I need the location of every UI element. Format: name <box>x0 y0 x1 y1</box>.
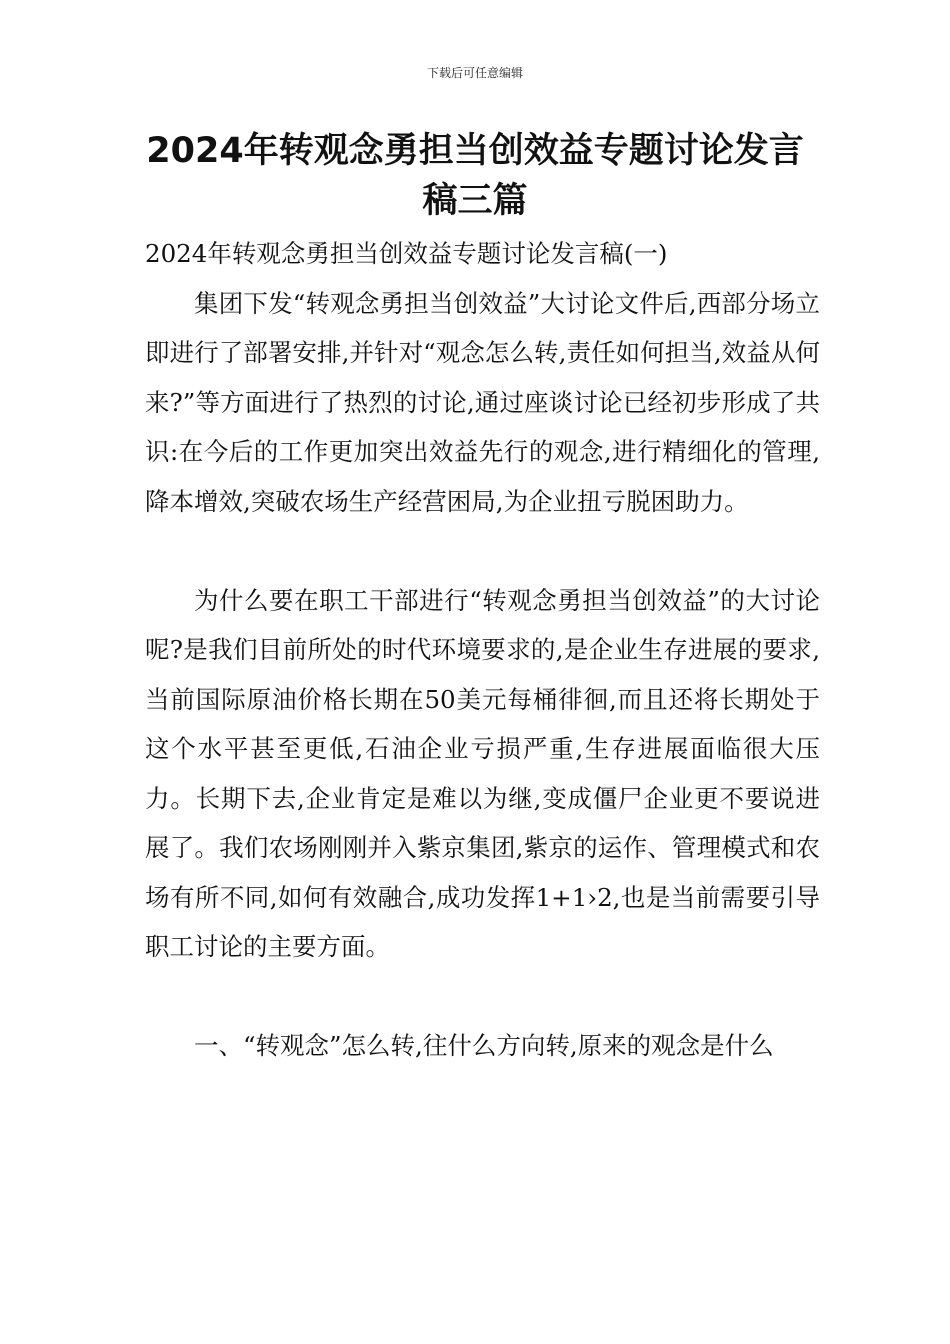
section-heading-1: 一、“转观念”怎么转,往什么方向转,原来的观念是什么 <box>194 1031 774 1060</box>
section-subtitle: 2024年转观念勇担当创效益专题讨论发言稿(一) <box>145 239 668 268</box>
document-title: 2024年转观念勇担当创效益专题讨论发言稿三篇 <box>146 131 804 221</box>
paragraph-spacer <box>145 972 820 1022</box>
header-note: 下载后可任意编辑 <box>426 66 523 80</box>
paragraph-1: 集团下发“转观念勇担当创效益”大讨论文件后,西部分场立即进行了部署安排,并针对“观念怎么转,责任如何担当,效益从何来?”等方面进行了热烈的讨论,通过座谈讨论已经初步形成了共识:在今后的工作更加突出效益先行的观念,进行精细化的管理,降本增效,突破农场生产经营困局,为企业扭亏脱困助力。 <box>145 288 820 516</box>
paragraph-spacer <box>145 526 820 576</box>
paragraph-2: 为什么要在职工干部进行“转观念勇担当创效益”的大讨论呢?是我们目前所处的时代环境要求的,是企业生存进展的要求,当前国际原油价格长期在50美元每桶徘徊,而且还将长期处于这个水平甚至更低,石油企业亏损严重,生存进展面临很大压力。长期下去,企业肯定是难以为继,变成僵尸企业更不要说进展了。我们农场刚刚并入紫京集团,紫京的运作、管理模式和农场有所不同,如何有效融合,成功发挥1+1›2,也是当前需要引导职工讨论的主要方面。 <box>145 585 820 961</box>
document-body <box>145 229 820 1071</box>
